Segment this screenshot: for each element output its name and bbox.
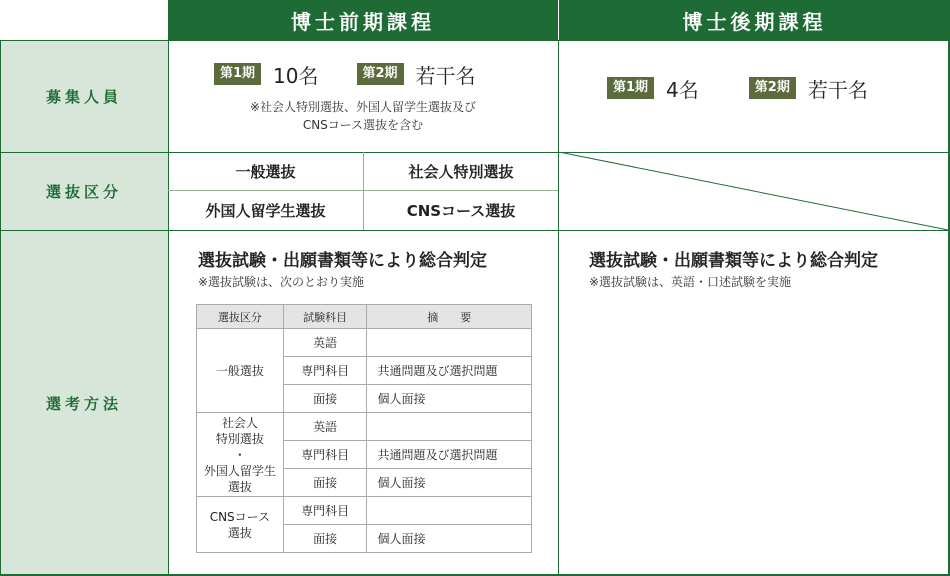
table-cell-summary: 個人面接 [367, 525, 532, 553]
early-term1-value: 10名 [273, 63, 319, 88]
table-cell-summary [367, 497, 532, 525]
table-cell-subject: 英語 [283, 413, 367, 441]
table-header-category: 選抜区分 [197, 305, 284, 329]
early-capacity-counts [214, 60, 476, 88]
early-term2-badge: 第2期 [357, 63, 404, 85]
category-line: 社会人 [221, 415, 258, 430]
category-line: ・ [233, 447, 246, 462]
category-line: CNSコース [209, 509, 271, 524]
table-cell-subject: 専門科目 [283, 497, 367, 525]
table-row [197, 329, 532, 357]
late-term2-badge: 第2期 [749, 77, 796, 99]
table-cell-summary: 個人面接 [367, 385, 532, 413]
category-line: 一般選抜 [215, 363, 264, 378]
table-cell-category [197, 497, 284, 553]
row-label-method: 選考方法 [0, 230, 168, 576]
table-cell-subject: 面接 [283, 469, 367, 497]
early-term2-value: 若干名 [415, 63, 476, 88]
table-header-summary: 摘 要 [367, 305, 532, 329]
category-cns: CNSコース選抜 [406, 202, 516, 220]
table-cell-summary [367, 329, 532, 357]
table-cell-category [197, 329, 284, 413]
not-applicable-diagonal [559, 152, 949, 230]
late-method-heading: 選抜試験・出願書類等により総合判定 [589, 251, 878, 271]
late-method-note: ※選抜試験は、英語・口述試験を実施 [589, 275, 792, 289]
late-term1-badge: 第1期 [607, 77, 654, 99]
category-line: 特別選抜 [215, 431, 264, 446]
table-cell-summary: 個人面接 [367, 469, 532, 497]
early-term1-badge: 第1期 [214, 63, 261, 85]
category-line: 選抜 [227, 525, 252, 540]
exam-subjects-table [196, 304, 532, 553]
early-method-heading: 選抜試験・出願書類等により総合判定 [198, 251, 487, 271]
table-row [197, 497, 532, 525]
table-header-subject: 試験科目 [283, 305, 367, 329]
late-term1-value: 4名 [666, 77, 699, 102]
table-cell-subject: 面接 [283, 385, 367, 413]
table-cell-summary: 共通問題及び選択問題 [367, 441, 532, 469]
column-header-early: 博士前期課程 [168, 0, 558, 40]
category-line: 外国人留学生 [203, 463, 276, 478]
early-method-note: ※選抜試験は、次のとおり実施 [198, 275, 365, 289]
category-general: 一般選抜 [235, 162, 296, 181]
early-capacity-note [168, 98, 558, 134]
row-label-category: 選抜区分 [0, 152, 168, 230]
table-cell-subject: 面接 [283, 525, 367, 553]
category-working-adult: 社会人特別選抜 [408, 162, 514, 181]
table-cell-subject: 英語 [283, 329, 367, 357]
table-cell-summary [367, 413, 532, 441]
note-line-1: ※社会人特別選抜、外国人留学生選抜及び [249, 100, 477, 114]
table-cell-subject: 専門科目 [283, 441, 367, 469]
note-line-2: CNSコース選抜を含む [302, 118, 424, 132]
table-row [197, 413, 532, 441]
late-capacity-counts [607, 74, 868, 102]
table-cell-subject: 専門科目 [283, 357, 367, 385]
late-term2-value: 若干名 [807, 77, 868, 102]
column-header-late: 博士後期課程 [559, 0, 950, 40]
row-label-capacity: 募集人員 [0, 40, 168, 152]
table-cell-summary: 共通問題及び選択問題 [367, 357, 532, 385]
category-international: 外国人留学生選抜 [205, 202, 326, 220]
category-line: 選抜 [227, 479, 252, 494]
table-cell-category [197, 413, 284, 497]
